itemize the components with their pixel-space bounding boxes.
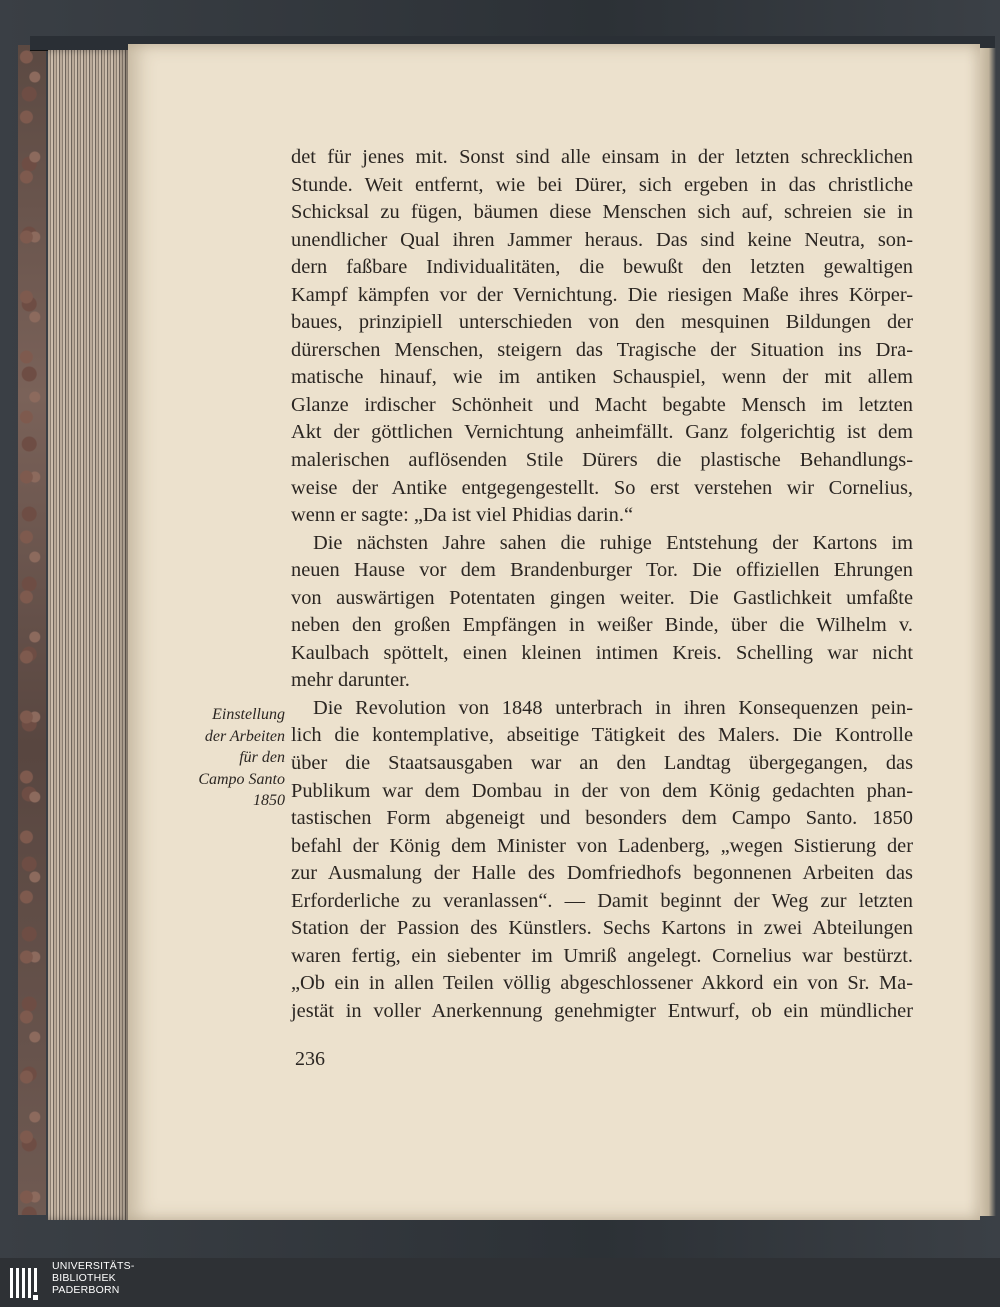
text-line: lich die kontemplative, abseitige Tätigkeit des Malers. Die Kontrolle (291, 724, 913, 747)
text-line: Akt der göttlichen Vernichtung anheimfällt. Ganz folgerichtig ist dem (291, 421, 913, 444)
text-line: jestät in voller Anerkennung genehmigter Entwurf, ob ein mündlicher (291, 999, 913, 1022)
text-line: von auswärtigen Potentaten gingen weiter. Die Gastlichkeit umfaßte (291, 586, 913, 609)
text-line: Schicksal zu fügen, bäumen diese Menschen sich auf, schreien sie in (291, 201, 913, 224)
text-line: mehr darunter. (291, 669, 410, 692)
text-line: waren fertig, ein siebenter im Umriß angelegt. Cornelius war bestürzt. (291, 944, 913, 967)
library-logo-icon (8, 1264, 48, 1302)
marginal-note-line: für den (239, 749, 285, 766)
text-line: dürerschen Menschen, steigern das Tragische der Situation ins Dra- (291, 338, 913, 361)
text-line: tastischen Form abgeneigt und besonders dem Campo Santo. 1850 (291, 807, 913, 830)
marbled-binding (18, 45, 46, 1215)
text-line: über die Staatsausgaben war an den Landtag übergegangen, das (291, 752, 913, 775)
text-line: befahl der König dem Minister von Ladenberg, „wegen Sistierung der (291, 834, 913, 857)
marginal-note-line: Campo Santo (198, 770, 285, 788)
text-line: unendlicher Qual ihren Jammer heraus. Das sind keine Neutra, son- (291, 228, 913, 251)
right-page-edge (978, 48, 996, 1216)
text-line: matische hinauf, wie im antiken Schauspiel, wenn der mit allem (291, 366, 913, 389)
text-line: Stunde. Weit entfernt, wie bei Dürer, sich ergeben in das christliche (291, 173, 913, 196)
marginal-note-line: 1850 (253, 792, 285, 809)
text-line: Die Revolution von 1848 unterbrach in ihren Konsequenzen pein- (313, 696, 913, 719)
library-name-line: UNIVERSITÄTS- (52, 1260, 135, 1272)
text-line: Kaulbach spöttelt, einen kleinen intimen Kreis. Schelling war nicht (291, 641, 913, 664)
library-name (52, 1260, 135, 1296)
text-line: „Ob ein in allen Teilen völlig abgeschlossener Akkord ein von Sr. Ma- (291, 972, 913, 995)
page-edges (48, 50, 130, 1220)
text-line: neuen Hause vor dem Brandenburger Tor. Die offiziellen Ehrungen (291, 559, 913, 582)
text-line: Erforderliche zu veranlassen“. — Damit beginnt der Weg zur letzten (291, 889, 913, 912)
text-line: Station der Passion des Künstlers. Sechs Kartons in zwei Abteilungen (291, 917, 913, 940)
text-line: dern faßbare Individualitäten, die bewußt den letzten gewaltigen (291, 256, 913, 279)
text-line: neben den großen Empfängen in weißer Binde, über die Wilhelm v. (291, 614, 913, 637)
text-line: weise der Antike entgegengestellt. So erst verstehen wir Cornelius, (291, 476, 913, 499)
library-footer (0, 1258, 1000, 1307)
text-line: zur Ausmalung der Halle des Domfriedhofs begonnenen Arbeiten das (291, 862, 913, 885)
text-line: malerischen auflösenden Stile Dürers die plastische Behandlungs- (291, 449, 913, 472)
text-line: Glanze irdischer Schönheit und Macht begabte Mensch im letzten (291, 393, 913, 416)
marginal-note-line: Einstellung (212, 706, 285, 723)
marginal-note (150, 704, 285, 812)
text-line: wenn er sagte: „Da ist viel Phidias darin.“ (291, 504, 634, 527)
marginal-note-line: der Arbeiten (204, 727, 285, 745)
text-line: Die nächsten Jahre sahen die ruhige Entstehung der Kartons im (313, 531, 913, 554)
library-name-line: PADERBORN (52, 1284, 120, 1296)
text-line: Kampf kämpfen vor der Vernichtung. Die riesigen Maße ihres Körper- (291, 283, 913, 306)
text-line: baues, prinzipiell unterschieden von den mesquinen Bildungen der (291, 311, 913, 334)
body-text (291, 144, 913, 1026)
text-line: Publikum war dem Dombau in der von dem König gedachten phan- (291, 779, 913, 802)
page-number: 236 (295, 1048, 325, 1070)
library-name-line: BIBLIOTHEK (52, 1272, 116, 1284)
text-line: det für jenes mit. Sonst sind alle einsam in der letzten schrecklichen (291, 146, 913, 168)
